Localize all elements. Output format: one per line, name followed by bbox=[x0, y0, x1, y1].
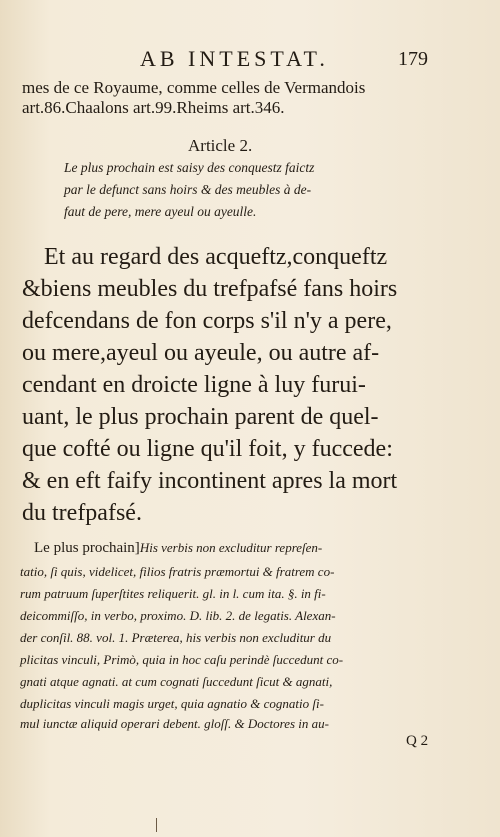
footnote-line: plicitas vinculi, Primò, quia in hoc caſu perindè ſuccedunt co- bbox=[20, 652, 344, 667]
footnote-line: deicommiſſo, in verbo, proximo. D. lib. 2. de legatis. Alexan- bbox=[20, 608, 336, 623]
body-line: &biens meubles du trefpafsé fans hoirs bbox=[22, 276, 398, 302]
body-line: que cofté ou ligne qu'il foit, y fuccede: bbox=[22, 436, 393, 462]
summary-line: Le plus prochain est saisy des conquestz faictz bbox=[64, 160, 315, 175]
footnote-lemma: Le plus prochain] bbox=[34, 540, 140, 556]
footnote-line: gnati atque agnati. at cum cognati ſuccedunt ſicut & agnati, bbox=[20, 674, 333, 689]
footnote-line: mul iunctæ aliquid operari debent. gloſſ. & Doctores in au- bbox=[20, 716, 329, 731]
summary-line: par le defunct sans hoirs & des meubles à de- bbox=[64, 182, 312, 197]
body-line: uant, le plus prochain parent de quel- bbox=[22, 404, 379, 430]
body-line: cendant en droicte ligne à luy furui- bbox=[22, 372, 366, 398]
summary-line: faut de pere, mere ayeul ou ayeulle. bbox=[64, 204, 257, 219]
footnote-line: der conſil. 88. vol. 1. Præterea, his verbis non excluditur du bbox=[20, 630, 332, 645]
footnote-line: His verbis non excluditur repreſen- bbox=[139, 540, 323, 555]
body-line: du trefpafsé. bbox=[22, 500, 142, 526]
body-line: Et au regard des acqueftz,conqueftz bbox=[44, 244, 388, 270]
footnote-line: duplicitas vinculi magis urget, quia agnatio & cognatio ſi- bbox=[20, 696, 324, 711]
continuation-line: mes de ce Royaume, comme celles de Vermandois bbox=[22, 78, 366, 97]
footnote-line: rum patruum ſuperſtites reliquerit. gl. in l. cum ita. §. in fi- bbox=[20, 586, 326, 601]
running-head: AB INTESTAT. bbox=[140, 46, 329, 71]
continuation-line: art.86.Chaalons art.99.Rheims art.346. bbox=[22, 98, 285, 117]
catchword: Q 2 bbox=[406, 733, 429, 749]
body-line: & en eft faify incontinent apres la mort bbox=[22, 468, 398, 494]
folio-number: 179 bbox=[398, 48, 428, 70]
body-line: ou mere,ayeul ou ayeule, ou autre af- bbox=[22, 340, 380, 366]
body-line: defcendans de fon corps s'il n'y a pere, bbox=[22, 308, 392, 334]
footnote-line: tatio, ſi quis, videlicet, filios fratris præmortui & fratrem co- bbox=[20, 564, 335, 579]
article-title: Article 2. bbox=[188, 136, 253, 155]
ink-mark bbox=[156, 818, 157, 832]
footnote-first-line bbox=[34, 540, 322, 557]
